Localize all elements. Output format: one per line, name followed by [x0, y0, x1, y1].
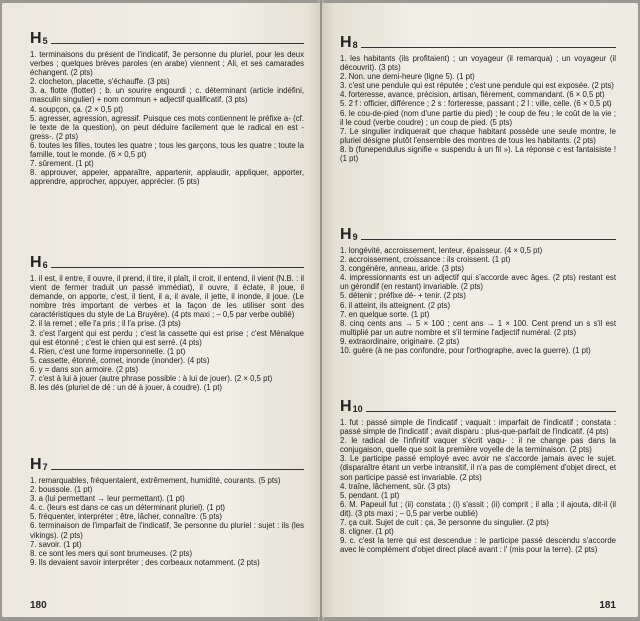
- answer-list: [30, 476, 304, 567]
- section-h7: [30, 455, 304, 567]
- heading-letter: H: [30, 456, 42, 473]
- heading-rule: [51, 469, 304, 470]
- section-heading: [340, 225, 616, 243]
- answer-list: [340, 54, 616, 163]
- answer-item: 8. cinq cents ans → 5 × 100 ; cent ans → 1 × 100. Cent prend un s s'il est multiplié par un autre nombre et s'il termine l'adjectif numéral. (2 pts): [340, 318, 616, 337]
- answer-item: 4. c. (leurs est dans ce cas un déterminant pluriel). (1 pt): [30, 503, 226, 513]
- answer-item: 5. fréquenter, interpréter ; être, lâcher, connaître. (5 pts): [30, 512, 222, 522]
- answer-item: 2. boussole. (1 pt): [30, 485, 93, 495]
- page-number: 180: [30, 600, 47, 611]
- answer-item: 3. a. flotte (flotter) ; b. un sourire engourdi ; c. déterminant (article indéfini, masculin singulier) + nom commun + adjectif qualificatif. (3 pts): [30, 86, 304, 105]
- answer-item: 6. il atteint, ils atteignent. (2 pts): [340, 300, 451, 310]
- answer-item: 3. c'est une pendule qui est réputée ; c'est une pendule qui est exposée. (2 pts): [340, 81, 614, 91]
- heading-letter: H: [30, 30, 42, 47]
- answer-item: 1. il est, il entre, il ouvre, il prend, il tire, il plaît, il croit, il entend, il vient (N.B. : il vient de fermer traduit un passé immédiat), il ouvre, il éclate, il joue, il demande, on apporte, c'est, il tient, il a, il avale, il jette, il inonde, il joue. (Le nombre très important de verbes et la façon de les utiliser sont des caractéristiques du style de La Bruyère). (4 pts maxi ; – 0,5 par verbe oublié): [30, 274, 304, 320]
- heading-number: 5: [42, 36, 48, 46]
- answer-item: 4. soupçon, ça. (2 × 0,5 pt): [30, 104, 123, 114]
- answer-item: 6. le cou-de-pied (nom d'une partie du pied) ; le coup de feu ; le coût de la vie ; il le coud (verbe coudre) ; un coup de pied. (5 pts): [340, 108, 616, 127]
- answer-item: 5. cassette, étonné, cornet, inonde (inonder). (4 pts): [30, 355, 210, 365]
- heading-number: 7: [42, 462, 48, 472]
- heading-number: 8: [352, 40, 358, 50]
- answer-item: 2. il la remet ; elle l'a pris ; il l'a prise. (3 pts): [30, 319, 181, 329]
- section-heading: [30, 253, 304, 271]
- answer-item: 9. extraordinaire, originaire. (2 pts): [340, 336, 460, 346]
- heading-rule: [51, 43, 304, 44]
- answer-item: 3. c'est l'argent qui est perdu ; c'est la cassette qui est prise ; c'est Ménalque qui est étonné ; c'est le chien qui est serré. (4 pts): [30, 328, 304, 347]
- section-heading: [30, 29, 304, 47]
- answer-item: 6. terminaison de l'imparfait de l'indicatif, 3e personne du pluriel : sujet : ils (les vikings). (2 pts): [30, 521, 304, 540]
- answer-item: 2. clocheton, placette, s'échauffe. (3 pts): [30, 77, 170, 87]
- section-heading: [340, 397, 616, 415]
- heading-letter: H: [340, 398, 352, 415]
- section-h10: [340, 397, 616, 554]
- answer-item: 8. les dés (pluriel de dé : un dé à jouer, à coudre). (1 pt): [30, 383, 223, 393]
- answer-item: 9. Ils devaient savoir interpréter ; des corbeaux notamment. (2 pts): [30, 557, 260, 567]
- answer-item: 5. agresser, agression, agressif. Puisque ces mots contiennent le préfixe a- (cf. le texte de la question), on peut déduire facilement que le radical en est -gress-. (2 pts): [30, 113, 304, 141]
- answer-item: 8. ce sont les mers qui sont brumeuses. (2 pts): [30, 548, 193, 558]
- answer-item: 3. congénère, anneau, aride. (3 pts): [340, 264, 464, 274]
- answer-list: [340, 418, 616, 554]
- answer-item: 8. approuver, appeler, apparaître, appartenir, applaudir, appliquer, apporter, apprendre, approcher, appuyer, apprécier. (5 pts): [30, 168, 304, 187]
- heading-rule: [361, 47, 616, 48]
- answer-item: 4. forteresse, avance, précision, artisan, fièrement, commandant. (6 × 0,5 pt): [340, 90, 605, 100]
- heading-rule: [361, 239, 616, 240]
- answer-item: 5. pendant. (1 pt): [340, 490, 400, 500]
- answer-item: 7. savoir. (1 pt): [30, 539, 82, 549]
- heading-number: 9: [352, 232, 358, 242]
- heading-rule: [51, 267, 304, 268]
- answer-item: 10. guère (à ne pas confondre, pour l'orthographe, avec la guerre). (1 pt): [340, 346, 591, 356]
- answer-item: 2. Non. une demi-heure (ligne 5). (1 pt): [340, 72, 475, 82]
- section-h6: [30, 253, 304, 392]
- section-heading: [30, 455, 304, 473]
- page-number: 181: [599, 600, 616, 611]
- answer-item: 1. longévité, accroissement, lenteur, épaisseur. (4 × 0,5 pt): [340, 246, 543, 255]
- answer-list: [340, 246, 616, 355]
- answer-item: 4. traîne, lâchement, sûr. (3 pts): [340, 481, 451, 491]
- answer-item: 7. Le singulier indiquerait que chaque habitant possède une seule montre, le pluriel désigne plutôt l'ensemble des montres de tous les habitants. (2 pts): [340, 126, 616, 145]
- answer-item: 7. c'est à lui à jouer (autre phrase possible : à lui de jouer). (2 × 0,5 pt): [30, 374, 273, 384]
- heading-letter: H: [30, 254, 42, 271]
- answer-item: 5. 2 f : officier, différence ; 2 s : forteresse, passant ; 2 l : ville, celle. (6 × 0,5 pt): [340, 99, 612, 109]
- answer-item: 6. y = dans son armoire. (2 pts): [30, 364, 139, 374]
- section-h8: [340, 33, 616, 163]
- answer-item: 7. sûrement. (1 pt): [30, 159, 94, 169]
- answer-item: 1. les habitants (ils profitaient) ; un voyageur (il remarqua) ; un voyageur (il découvrit). (3 pts): [340, 54, 616, 73]
- answer-item: 1. terminaisons du présent de l'indicatif, 3e personne du pluriel, pour les deux verbes ; quelques brèves paroles (en arabe) viennent ; Ali, et ses camarades échangent. (2 pts): [30, 50, 304, 78]
- answer-item: 9. c. c'est la terre qui est descendue : le participe passé descendu s'accorde avec le complément d'objet direct placé avant : l' (mis pour la terre). (2 pts): [340, 536, 616, 555]
- heading-number: 6: [42, 260, 48, 270]
- section-heading: [340, 33, 616, 51]
- section-h5: [30, 29, 304, 186]
- answer-item: 5. détenir ; préfixe dé- + tenir. (2 pts): [340, 291, 466, 301]
- answer-list: [30, 274, 304, 392]
- answer-item: 3. a (lui permettant → leur permettant). (1 pt): [30, 494, 185, 504]
- answer-item: 4. Rien, c'est une forme impersonnelle. (1 pt): [30, 346, 186, 356]
- answer-item: 4. impressionnants est un adjectif qui s'accorde avec âges. (2 pts) restant est un gérondif (en restant) invariable. (2 pts): [340, 273, 616, 292]
- answer-item: 8. b (funependulus signifie « suspendu à un fil »). La réponse c est fantaisiste ! (1 pt): [340, 144, 616, 164]
- answer-item: 1. fut : passé simple de l'indicatif ; vaquait : imparfait de l'indicatif ; constata : passé simple de l'indicatif ; avait disparu : plus-que-parfait de l'indicatif. (4 pts): [340, 418, 616, 437]
- answer-list: [30, 50, 304, 186]
- answer-item: 1. remarquables, fréquentaient, extrêmement, humidité, courants. (5 pts): [30, 476, 281, 485]
- heading-rule: [366, 411, 616, 412]
- heading-letter: H: [340, 226, 352, 243]
- left-page: [2, 3, 320, 617]
- right-page: [322, 3, 638, 617]
- answer-item: 2. accroissement, croissance : ils croissent. (1 pt): [340, 255, 511, 265]
- section-h9: [340, 225, 616, 355]
- answer-item: 3. Le participe passé employé avec avoir ne s'accorde jamais avec le sujet. (disparaître étant un verbe intransitif, il n'a pas de complément d'objet direct, et son participe passé est invariable. (2 pts): [340, 454, 616, 482]
- answer-item: 7. ça cuit. Sujet de cuit : ça, 3e personne du singulier. (2 pts): [340, 518, 549, 528]
- answer-item: 6. toutes les filles, toutes les quatre ; tous les garçons, tous les quatre ; toute la famille, tout le monde. (6 × 0,5 pt): [30, 140, 304, 160]
- answer-item: 6. M. Papeuil fut ; (ii) constata ; (i) s'assit ; (ii) comprit ; il alla ; il ajouta, dit-il (il dit). (3 pts maxi ; – 0,5 par verbe oublié): [340, 499, 616, 518]
- heading-letter: H: [340, 34, 352, 51]
- answer-item: 2. le radical de l'infinitif vaquer s'écrit vaqu- : il ne change pas dans la conjugaison, quelle que soit la première voyelle de la terminaison. (2 pts): [340, 436, 616, 455]
- answer-item: 7. en quelque sorte. (1 pt): [340, 309, 430, 319]
- heading-number: 10: [352, 404, 363, 414]
- answer-item: 8. cligner. (1 pt): [340, 527, 394, 537]
